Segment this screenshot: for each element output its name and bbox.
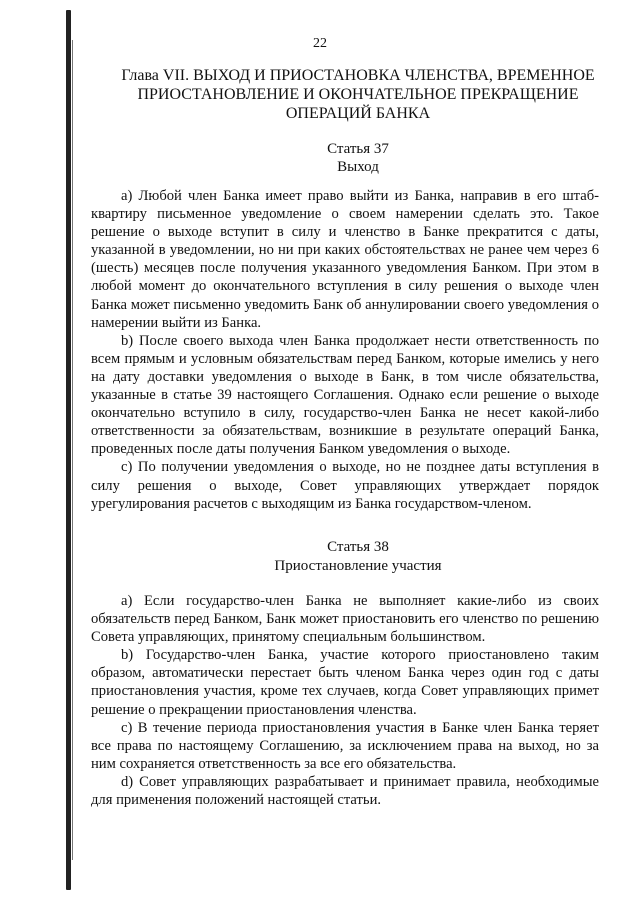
article-38-title: Приостановление участия <box>274 558 442 574</box>
chapter-title: Глава VII. ВЫХОД И ПРИОСТАНОВКА ЧЛЕНСТВА, ВРЕМЕННОЕ ПРИОСТАНОВЛЕНИЕ И ОКОНЧАТЕЛЬНОЕ ПРЕКРАЩЕНИЕ ОПЕРАЦИЙ БАНКА <box>121 67 595 122</box>
article-37-title: Выход <box>337 159 379 175</box>
article-37-paragraph-c: c) По получении уведомления о выходе, но не позднее даты вступления в силу решения о выходе, Совет управляющих утверждает порядок урегулирования расчетов с выходящим из Банка государством-членом. <box>91 459 599 512</box>
article-37-paragraph-a: а) Любой член Банка имеет право выйти из Банка, направив в его штаб-квартиру письменное уведомление о своем намерении сделать это. Такое решение о выходе вступит в силу и членство в Банке прекратится с даты, указанной в уведомлении, но ни при каких обстоятельствах не ранее чем через 6 (шесть) месяцев после получения указанного уведомления Банком. При этом в любой момент до окончательного вступления в силу решения о выходе член Банка может письменно уведомить Банк об аннулировании своего уведомления о намерении выйти из Банка. <box>91 188 599 331</box>
article-38-paragraph-b: b) Государство-член Банка, участие которого приостановлено таким образом, автоматически перестает быть членом Банка через один год с даты приостановления участия, кроме тех случаев, когда Совет управляющих примет решение о прекращении приостановления членства. <box>91 647 599 718</box>
article-37-number: Статья 37 <box>327 141 389 157</box>
article-38-paragraph-a: а) Если государство-член Банка не выполняет какие-либо из своих обязательств перед Банком, Банк может приостановить его членство по решению Совета управляющих, принятому специальным большинством. <box>91 593 599 646</box>
article-38-body <box>91 592 599 809</box>
article-38-paragraph-d: d) Совет управляющих разрабатывает и принимает правила, необходимые для применения положений настоящей статьи. <box>91 773 599 809</box>
page-number: 22 <box>313 36 327 51</box>
scan-edge-mark <box>66 10 71 890</box>
article-38-paragraph-c: c) В течение периода приостановления участия в Банке член Банка теряет все права по настоящему Соглашению, за исключением права на выход, но за ним сохраняется ответственность за все его обязательства. <box>91 719 599 772</box>
scan-edge-shadow <box>72 40 73 860</box>
article-37-body <box>91 187 599 513</box>
article-38-number: Статья 38 <box>327 539 389 555</box>
article-37-paragraph-b: b) После своего выхода член Банка продолжает нести ответственность по всем прямым и условным обязательствам перед Банком, которые имелись у него на дату доставки уведомления о выходе в Банк, в том числе обязательства, указанные в статье 39 настоящего Соглашения. Однако если решение о выходе окончательно вступило в силу, государство-член Банка не несет какой-либо ответственности за обязательствам, возникшие в результате операций Банка, проведенных после даты получения Банком уведомления о выходе. <box>91 332 599 458</box>
